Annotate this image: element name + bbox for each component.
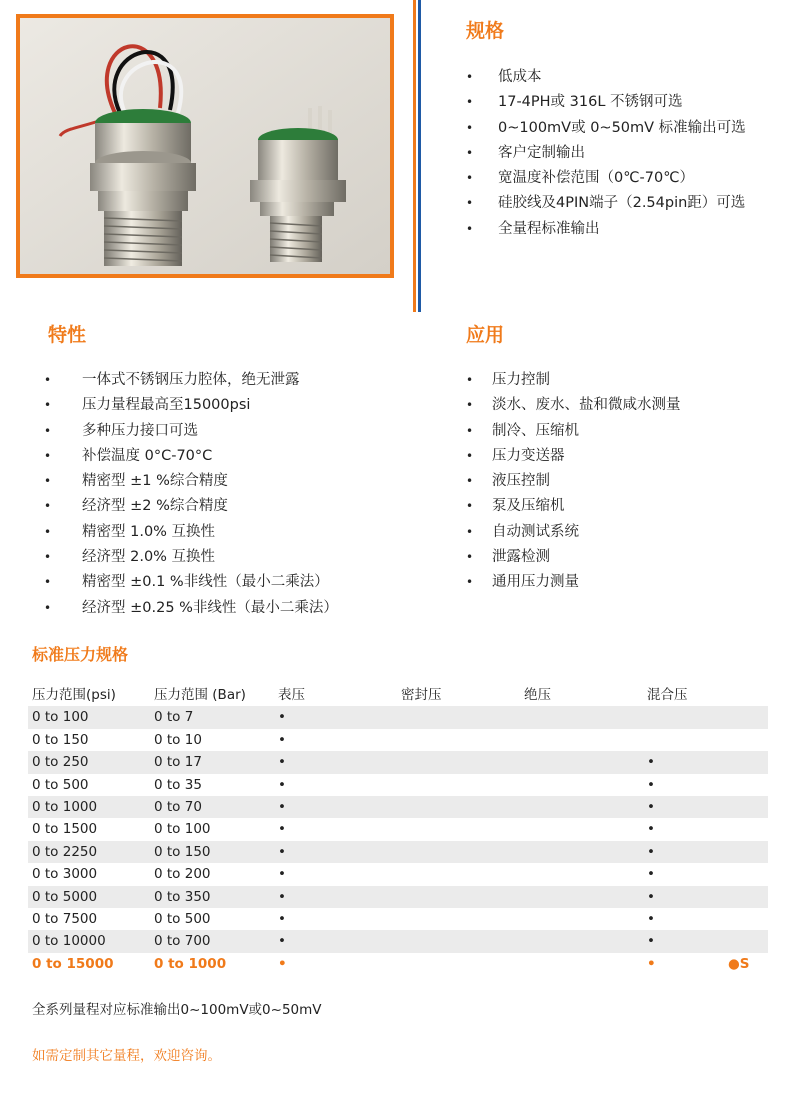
bullet-icon: • bbox=[466, 524, 474, 539]
table-cell: • bbox=[647, 776, 655, 793]
bullet-icon: • bbox=[44, 423, 52, 438]
table-cell: 0 to 100 bbox=[154, 821, 211, 838]
bullet-icon: • bbox=[466, 70, 474, 84]
table-cell: • bbox=[278, 955, 287, 972]
table-row bbox=[28, 729, 768, 751]
table-cell: • bbox=[647, 866, 655, 883]
table-cell: • bbox=[647, 843, 655, 860]
bullet-icon: • bbox=[466, 120, 474, 135]
table-cell: • bbox=[278, 754, 286, 771]
table-row bbox=[28, 774, 768, 796]
list-item-text: 精密型 ±1 %综合精度 bbox=[82, 473, 228, 490]
list-item-text: 压力控制 bbox=[492, 372, 550, 388]
table-header-cell: 压力范围(psi) bbox=[32, 687, 116, 703]
list-item-text: 低成本 bbox=[498, 69, 542, 85]
list-item-text: 经济型 2.0% 互换性 bbox=[82, 549, 216, 566]
bullet-icon: • bbox=[44, 398, 52, 413]
table-cell: • bbox=[647, 955, 656, 972]
table-cell: • bbox=[278, 888, 286, 905]
bullet-icon: • bbox=[466, 145, 474, 160]
standard-output-note: 全系列量程对应标准输出0~100mV或0~50mV bbox=[32, 1002, 322, 1018]
table-cell: • bbox=[278, 933, 286, 950]
table-cell: • bbox=[647, 888, 655, 905]
bullet-icon: • bbox=[44, 524, 52, 539]
list-item-text: 精密型 1.0% 互换性 bbox=[82, 523, 216, 540]
table-cell: 0 to 350 bbox=[154, 888, 211, 905]
table-header-cell: 混合压 bbox=[647, 687, 688, 703]
bullet-icon: • bbox=[466, 171, 474, 186]
table-cell-extra: ●S bbox=[728, 955, 750, 972]
table-row bbox=[28, 706, 768, 728]
features-heading: 特性 bbox=[48, 324, 87, 346]
list-item-text: 硅胶线及4PIN端子（2.54pin距）可选 bbox=[498, 195, 746, 212]
table-cell: 0 to 500 bbox=[154, 910, 211, 927]
table-row bbox=[28, 818, 768, 840]
table-cell: 0 to 17 bbox=[154, 754, 202, 771]
table-cell: 0 to 2250 bbox=[32, 843, 98, 860]
list-item-text: 多种压力接口可选 bbox=[82, 422, 198, 439]
table-cell: 0 to 10 bbox=[154, 731, 202, 748]
list-item-text: 液压控制 bbox=[492, 473, 550, 490]
list-item-text: 17-4PH或 316L 不锈钢可选 bbox=[498, 94, 683, 111]
table-cell: • bbox=[278, 843, 286, 860]
bullet-icon: • bbox=[44, 474, 52, 489]
table-row bbox=[28, 751, 768, 773]
table-cell: 0 to 1000 bbox=[32, 798, 98, 815]
table-cell: 0 to 150 bbox=[32, 731, 89, 748]
product-photo bbox=[16, 14, 394, 278]
bullet-icon: • bbox=[466, 95, 474, 110]
list-item-text: 宽温度补偿范围（0℃-70℃） bbox=[498, 170, 694, 187]
table-cell: 0 to 7500 bbox=[32, 910, 98, 927]
table-row bbox=[28, 863, 768, 885]
table-cell: 0 to 700 bbox=[154, 933, 211, 950]
table-cell: 0 to 15000 bbox=[32, 955, 114, 972]
table-cell: • bbox=[278, 709, 286, 726]
bullet-icon: • bbox=[466, 196, 474, 211]
table-header-cell: 密封压 bbox=[401, 687, 442, 703]
list-item-text: 补偿温度 0°C-70°C bbox=[82, 447, 213, 464]
bullet-icon: • bbox=[44, 575, 52, 590]
list-item-text: 压力量程最高至15000psi bbox=[82, 397, 251, 414]
table-cell: • bbox=[278, 776, 286, 793]
pressure-table bbox=[28, 684, 768, 975]
list-item-text: 经济型 ±0.25 %非线性（最小二乘法） bbox=[82, 599, 338, 616]
table-row bbox=[28, 886, 768, 908]
list-item-text: 精密型 ±0.1 %非线性（最小二乘法） bbox=[82, 574, 329, 591]
table-cell: 0 to 35 bbox=[154, 776, 202, 793]
table-cell: 0 to 1500 bbox=[32, 821, 98, 838]
bullet-icon: • bbox=[466, 499, 474, 514]
divider-blue bbox=[418, 0, 421, 312]
bullet-icon: • bbox=[44, 550, 52, 565]
table-row bbox=[28, 841, 768, 863]
list-item-text: 一体式不锈钢压力腔体，绝无泄露 bbox=[82, 372, 300, 388]
bullet-icon: • bbox=[44, 448, 52, 463]
table-row bbox=[28, 930, 768, 952]
table-cell: 0 to 200 bbox=[154, 866, 211, 883]
list-item-text: 经济型 ±2 %综合精度 bbox=[82, 498, 228, 515]
bullet-icon: • bbox=[44, 499, 52, 514]
table-cell: • bbox=[278, 866, 286, 883]
bullet-icon: • bbox=[466, 550, 474, 565]
list-item-text: 泄露检测 bbox=[492, 549, 550, 566]
table-cell: 0 to 250 bbox=[32, 754, 89, 771]
bullet-icon: • bbox=[466, 575, 474, 590]
pressure-sensor-illustration bbox=[20, 18, 390, 274]
applications-heading: 应用 bbox=[466, 324, 505, 346]
pressure-table-heading: 标准压力规格 bbox=[32, 645, 129, 664]
bullet-icon: • bbox=[466, 373, 474, 387]
table-header-cell: 绝压 bbox=[524, 687, 551, 703]
table-cell: • bbox=[647, 933, 655, 950]
list-item-text: 制冷、压缩机 bbox=[492, 422, 579, 439]
bullet-icon: • bbox=[466, 221, 474, 236]
specs-heading: 规格 bbox=[466, 20, 505, 42]
table-row bbox=[28, 796, 768, 818]
table-cell: • bbox=[278, 821, 286, 838]
table-row bbox=[28, 953, 768, 975]
list-item-text: 通用压力测量 bbox=[492, 574, 579, 591]
list-item-text: 0~100mV或 0~50mV 标准输出可选 bbox=[498, 119, 746, 136]
table-cell: • bbox=[647, 910, 655, 927]
table-cell: 0 to 10000 bbox=[32, 933, 106, 950]
table-cell: 0 to 150 bbox=[154, 843, 211, 860]
bullet-icon: • bbox=[466, 448, 474, 463]
table-cell: 0 to 5000 bbox=[32, 888, 98, 905]
bullet-icon: • bbox=[44, 373, 52, 387]
table-cell: • bbox=[278, 798, 286, 815]
table-header-row bbox=[28, 684, 768, 706]
table-cell: • bbox=[278, 731, 286, 748]
bullet-icon: • bbox=[466, 474, 474, 489]
table-cell: • bbox=[278, 910, 286, 927]
table-cell: 0 to 3000 bbox=[32, 866, 98, 883]
table-cell: 0 to 70 bbox=[154, 798, 202, 815]
table-cell: 0 to 100 bbox=[32, 709, 89, 726]
table-cell: • bbox=[647, 798, 655, 815]
list-item-text: 客户定制输出 bbox=[498, 144, 585, 161]
table-row bbox=[28, 908, 768, 930]
divider-orange bbox=[413, 0, 416, 312]
table-header-cell: 表压 bbox=[278, 687, 305, 703]
list-item-text: 自动测试系统 bbox=[492, 523, 579, 540]
table-cell: 0 to 7 bbox=[154, 709, 194, 726]
list-item-text: 全量程标准输出 bbox=[498, 220, 600, 237]
list-item-text: 泵及压缩机 bbox=[492, 498, 565, 515]
table-cell: • bbox=[647, 754, 655, 771]
table-header-cell: 压力范围 (Bar) bbox=[154, 687, 246, 703]
table-cell: 0 to 1000 bbox=[154, 955, 227, 972]
custom-range-note: 如需定制其它量程，欢迎咨询。 bbox=[32, 1048, 221, 1064]
bullet-icon: • bbox=[466, 398, 474, 413]
bullet-icon: • bbox=[44, 600, 52, 615]
list-item-text: 淡水、废水、盐和微咸水测量 bbox=[492, 397, 681, 414]
table-cell: • bbox=[647, 821, 655, 838]
bullet-icon: • bbox=[466, 423, 474, 438]
list-item-text: 压力变送器 bbox=[492, 447, 565, 464]
table-cell: 0 to 500 bbox=[32, 776, 89, 793]
